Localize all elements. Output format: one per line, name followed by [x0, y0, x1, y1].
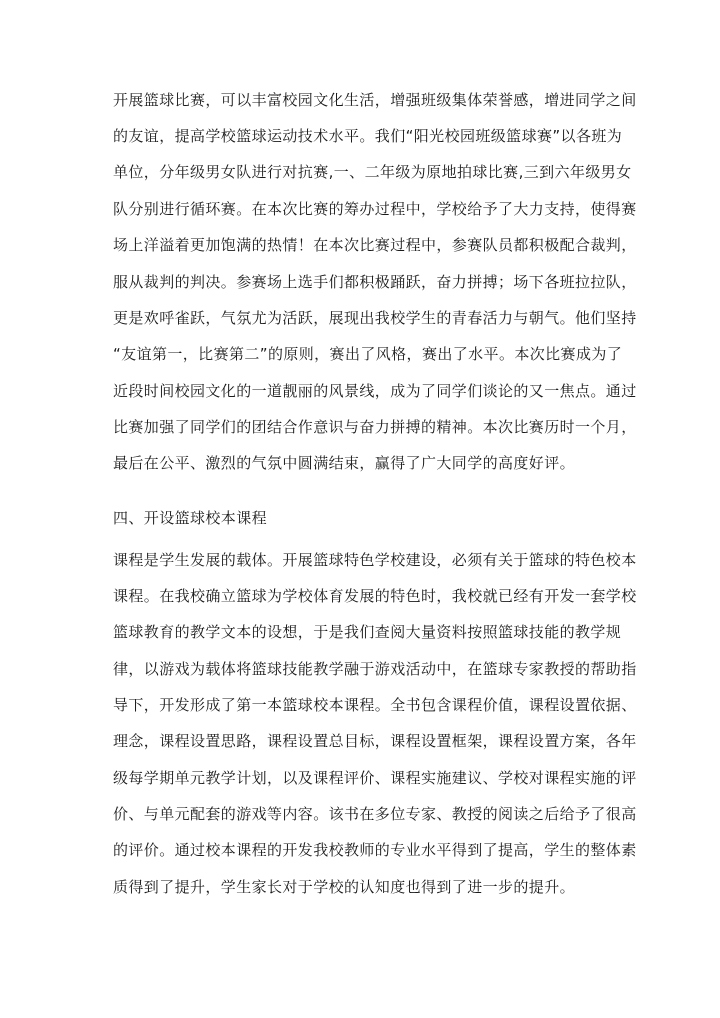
paragraph-1-line-10: 比赛加强了同学们的团结合作意识与奋力拼搏的精神。本次比赛历时一个月，: [113, 418, 637, 436]
paragraph-1-line-7: 更是欢呼雀跃，气氛尤为活跃，展现出我校学生的青春活力与朝气。他们坚持: [113, 309, 637, 327]
paragraph-2-line-6: 理念，课程设置思路，课程设置总目标，课程设置框架，课程设置方案，各年: [113, 732, 637, 750]
paragraph-2-line-4: 律，以游戏为载体将篮球技能教学融于游戏活动中，在篮球专家教授的帮助指: [113, 660, 637, 678]
paragraph-2-line-9: 的评价。通过校本课程的开发我校教师的专业水平得到了提高，学生的整体素: [113, 841, 637, 859]
paragraph-1-line-2: 的友谊，提高学校篮球运动技术水平。我们“阳光校园班级篮球赛”以各班为: [113, 127, 623, 145]
paragraph-2-line-3: 篮球教育的教学文本的设想，于是我们查阅大量资料按照篮球技能的教学规: [113, 623, 622, 641]
section-heading-4: 四、开设篮球校本课程: [113, 509, 268, 527]
paragraph-1-line-9: 近段时间校园文化的一道靓丽的风景线，成为了同学们谈论的又一焦点。通过: [113, 382, 637, 400]
paragraph-2-line-1: 课程是学生发展的载体。开展篮球特色学校建设，必须有关于篮球的特色校本: [113, 551, 637, 569]
paragraph-2-line-8: 价、与单元配套的游戏等内容。该书在多位专家、教授的阅读之后给予了很高: [113, 805, 637, 823]
paragraph-1-line-5: 场上洋溢着更加饱满的热情！在本次比赛过程中，参赛队员都积极配合裁判，: [113, 236, 637, 254]
paragraph-2-line-7: 级每学期单元教学计划，以及课程评价、课程实施建议、学校对课程实施的评: [113, 769, 637, 787]
paragraph-2-line-5: 导下，开发形成了第一本篮球校本课程。全书包含课程价值，课程设置依据、: [113, 696, 637, 714]
paragraph-1-line-4: 队分别进行循环赛。在本次比赛的筹办过程中，学校给予了大力支持，使得赛: [113, 200, 637, 218]
paragraph-1-line-3: 单位，分年级男女队进行对抗赛,一、二年级为原地拍球比赛,三到六年级男女: [113, 163, 632, 181]
paragraph-1-line-6: 服从裁判的判决。参赛场上选手们都积极踊跃，奋力拼搏；场下各班拉拉队，: [113, 273, 637, 291]
paragraph-1-line-11: 最后在公平、激烈的气氛中圆满结束，赢得了广大同学的高度好评。: [113, 454, 576, 472]
paragraph-1-line-8: “友谊第一，比赛第二”的原则，赛出了风格，赛出了水平。本次比赛成为了: [113, 345, 623, 363]
paragraph-2-line-2: 课程。在我校确立篮球为学校体育发展的特色时，我校就已经有开发一套学校: [113, 587, 637, 605]
paragraph-1-line-1: 开展篮球比赛，可以丰富校园文化生活，增强班级集体荣誉感，增进同学之间: [113, 91, 637, 109]
paragraph-2-line-10: 质得到了提升，学生家长对于学校的认知度也得到了进一步的提升。: [113, 878, 576, 896]
